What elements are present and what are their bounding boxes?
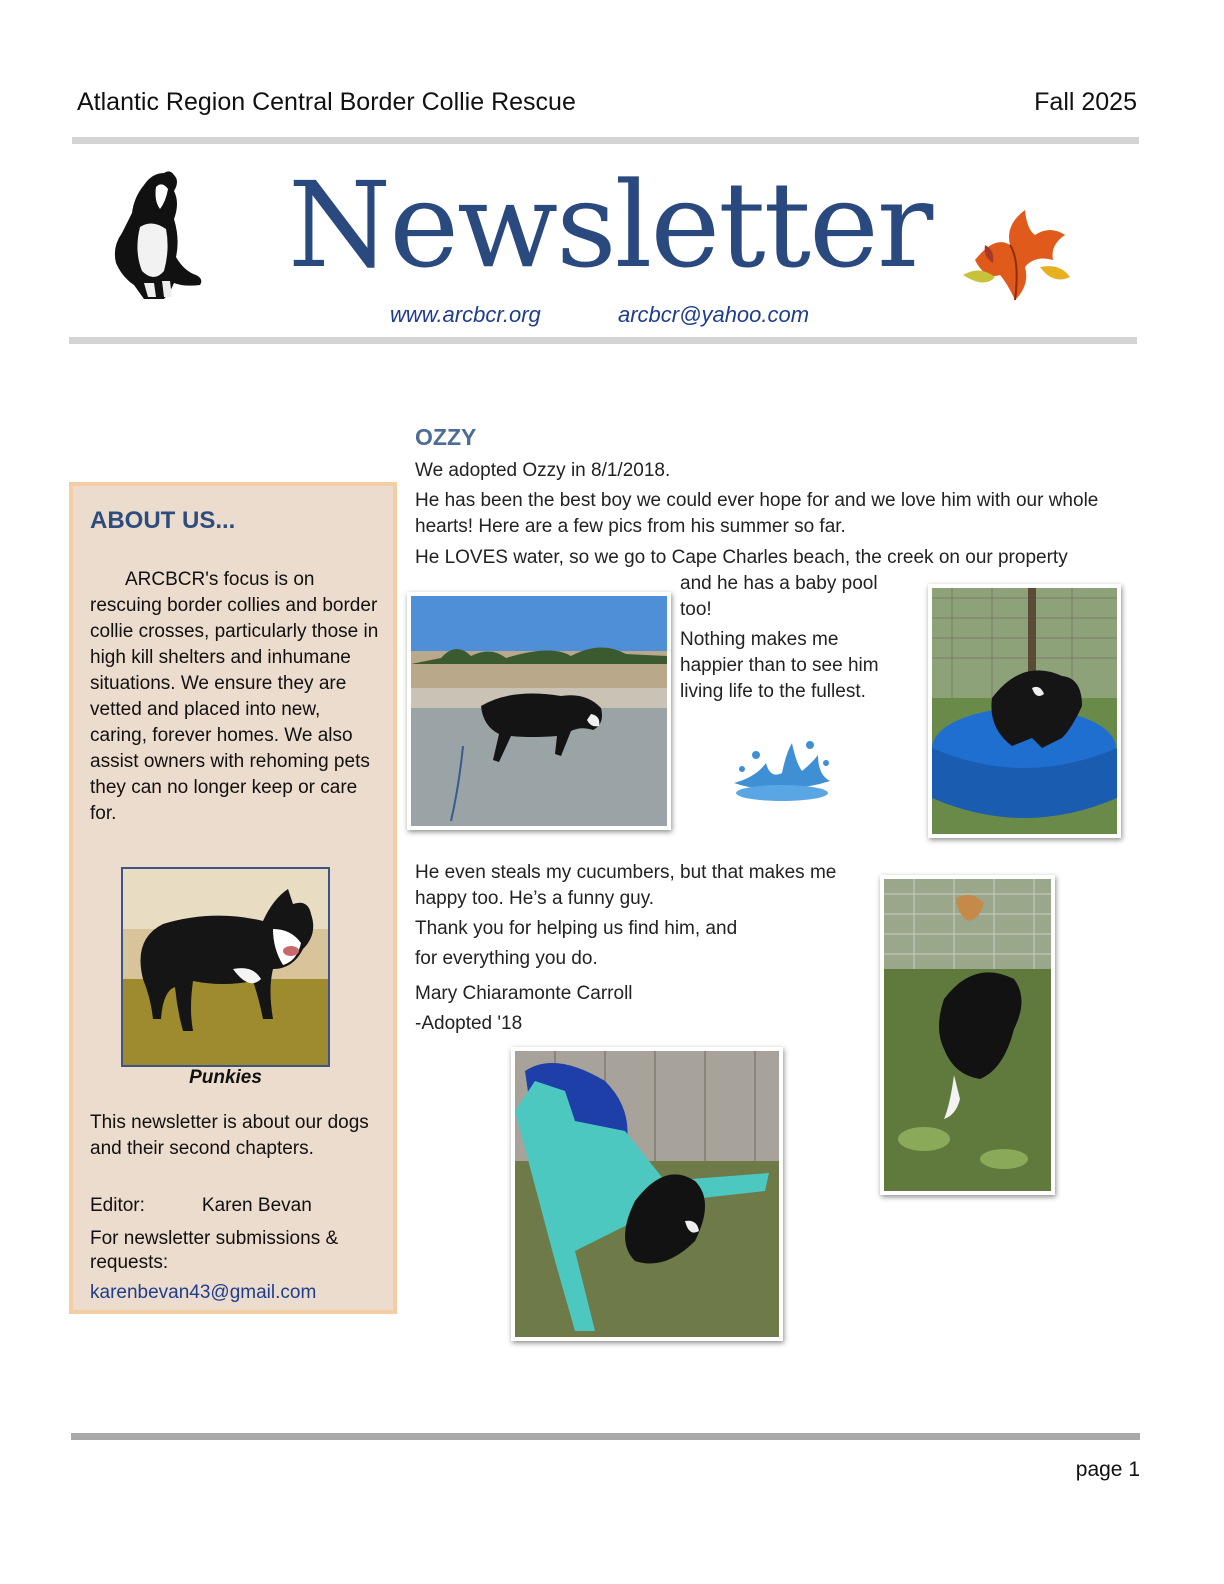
newsletter-about-text: This newsletter is about our dogs and their second chapters. [90,1112,369,1159]
article-heading: OZZY [415,424,477,450]
article-paragraph: He even steals my cucumbers, but that makes me happy too. He’s a funny guy. [415,862,837,909]
submissions-text: For newsletter submissions & requests: [90,1228,339,1273]
punkies-caption: Punkies [189,1067,262,1088]
article-author: Mary Chiaramonte Carroll [415,983,633,1004]
about-us-heading: ABOUT US... [90,507,236,534]
submissions-email-link[interactable]: karenbevan43@gmail.com [90,1282,317,1303]
top-divider [72,137,1139,144]
editor-name: Karen Bevan [201,1195,312,1216]
website-link[interactable]: www.arcbcr.org [390,302,541,327]
about-us-text: ARCBCR's focus is on rescuing border collies and border collie crosses, particularly those in high kill shelters and inhumane situations. We ensure they are vetted and placed into new, caring, forever homes. We also assist owners with rehoming pets they can no longer keep or care for. [90,569,379,824]
editor-line [90,1195,312,1217]
article-paragraph: He LOVES water, so we go to Cape Charles beach, the creek on our property [415,547,1068,568]
masthead-divider [69,337,1137,344]
article-paragraph: for everything you do. [415,948,598,969]
garden-photo [880,875,1055,1195]
article-paragraph: Nothing makes me happier than to see him living life to the fullest. [680,629,879,702]
footer-divider [71,1433,1140,1440]
beach-photo [407,592,671,830]
article-adopted-note: -Adopted '18 [415,1013,523,1034]
punkies-photo [121,867,330,1067]
adirondack-chair-photo [511,1047,783,1341]
article-paragraph: Thank you for helping us find him, and [415,918,738,939]
editor-label: Editor: [90,1195,145,1216]
page-number: page 1 [1075,1458,1140,1481]
season-label: Fall 2025 [1034,88,1137,116]
org-name: Atlantic Region Central Border Collie Rescue [77,88,576,116]
contact-email-link[interactable]: arcbcr@yahoo.com [618,302,810,327]
article-paragraph: He has been the best boy we could ever hope for and we love him with our whole hearts! Here are a few pics from his summer so far. [415,490,1099,537]
border-collie-icon [104,167,204,299]
newsletter-title: Newsletter [288,156,932,294]
baby-pool-photo [928,584,1121,838]
water-splash-icon [726,733,838,805]
article-paragraph: We adopted Ozzy in 8/1/2018. [415,460,671,481]
article-paragraph: and he has a baby pool too! [680,573,878,620]
autumn-leaf-icon [955,205,1075,305]
